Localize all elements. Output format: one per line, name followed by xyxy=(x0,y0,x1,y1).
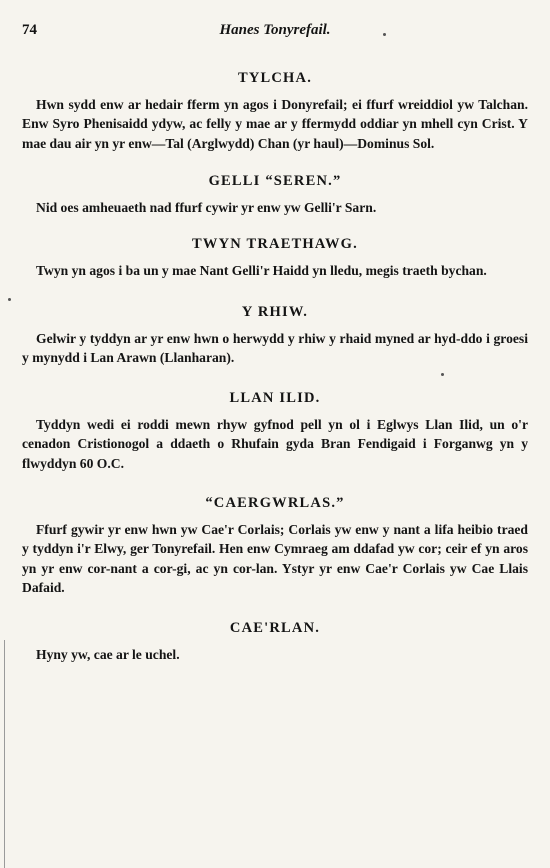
section-heading: TWYN TRAETHAWG. xyxy=(192,235,358,252)
section-body: Twyn yn agos i ba un y mae Nant Gelli'r Haidd yn lledu, megis traeth bychan. xyxy=(36,262,487,278)
section-twyn-traethawg xyxy=(22,236,528,280)
page-number: 74 xyxy=(22,22,37,38)
print-speck xyxy=(441,373,444,376)
running-title: Hanes Tonyrefail. xyxy=(219,22,331,38)
section-body: Hwn sydd enw ar hedair fferm yn agos i Donyrefail; ei ffurf wreiddiol yw Talchan. Enw Syro Phenisaidd ydyw, ac felly y mae ar y ffermydd oddiar yn mhell cyn Crist. Y mae dau air yn yr enw—Tal (Arglwydd) Chan (yr haul)—Dominus Sol. xyxy=(22,97,528,151)
section-caerlan xyxy=(22,620,528,664)
print-speck xyxy=(8,298,11,301)
section-body: Gelwir y tyddyn ar yr enw hwn o herwydd y rhiw y rhaid myned ar hyd-ddo i groesi y mynydd i Lan Arawn (Llanharan). xyxy=(22,331,528,366)
section-heading: LLAN ILID. xyxy=(229,389,321,406)
print-speck xyxy=(383,33,386,36)
section-heading: GELLI “SEREN.” xyxy=(208,173,342,190)
section-caergwrlas xyxy=(22,495,528,598)
section-heading: TYLCHA. xyxy=(237,70,313,86)
running-header xyxy=(22,22,528,44)
section-body: Ffurf gywir yr enw hwn yw Cae'r Corlais; Corlais yw enw y nant a lifa heibio traed y tyddyn i'r Elwy, ger Tonyrefail. Hen enw Cymraeg am ddafad yw cor; ceir ef yn aros yn yr enw cor-nant a cor-gi, ac yn cor-lan. Ystyr yr enw Cae'r Corlais yw Cae Llais Dafaid. xyxy=(22,522,528,596)
section-heading: “CAERGWRLAS.” xyxy=(205,495,345,512)
section-heading: CAE'RLAN. xyxy=(229,619,321,636)
section-llan-ilid xyxy=(22,390,528,473)
section-tylcha xyxy=(22,70,528,153)
section-y-rhiw xyxy=(22,304,528,368)
section-gelli-seren xyxy=(22,173,528,217)
section-body: Nid oes amheuaeth nad ffurf cywir yr enw yw Gelli'r Sarn. xyxy=(36,200,377,216)
scan-margin-line xyxy=(4,640,5,868)
section-heading: Y RHIW. xyxy=(241,304,309,321)
section-body: Hyny yw, cae ar le uchel. xyxy=(36,646,180,662)
section-body: Tyddyn wedi ei roddi mewn rhyw gyfnod pell yn ol i Eglwys Llan Ilid, un o'r cenadon Cristionogol a ddaeth o Rhufain gyda Bran Fendigaid i Forganwg yn y flwyddyn 60 O.C. xyxy=(22,416,528,471)
